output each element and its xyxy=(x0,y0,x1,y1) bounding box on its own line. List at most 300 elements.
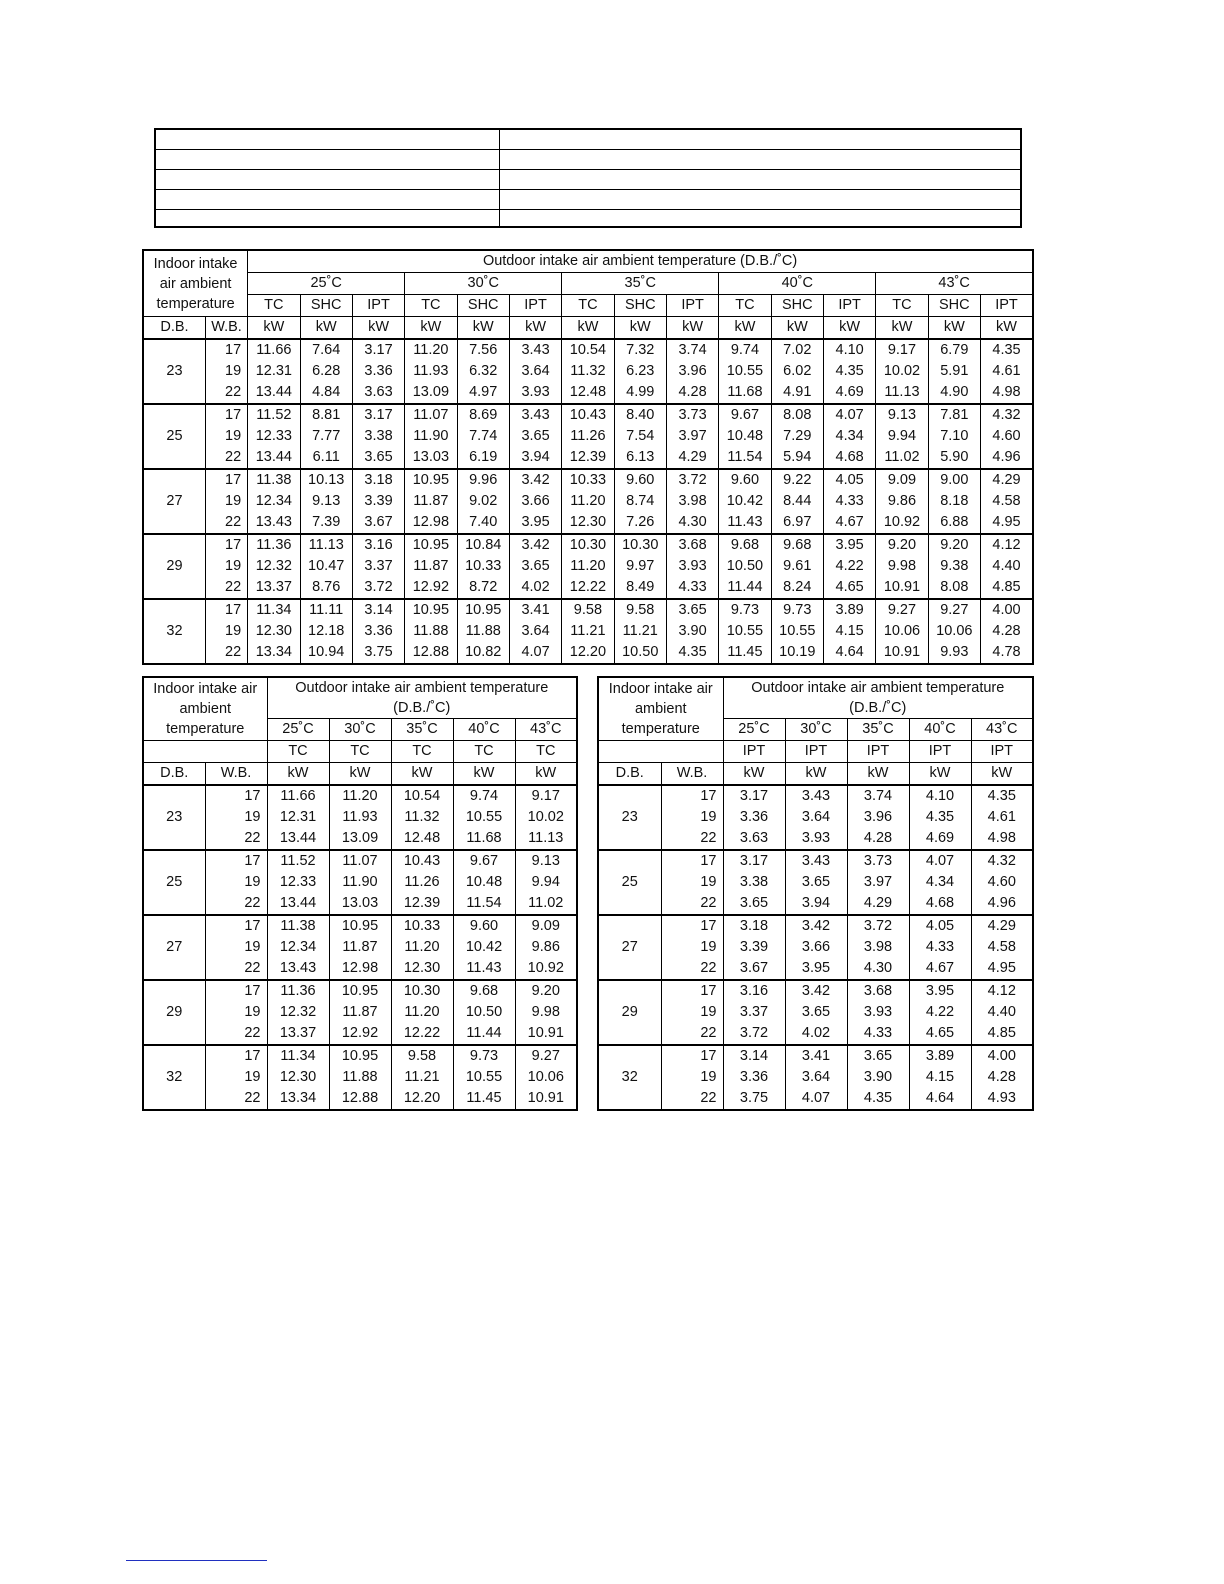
unit-label: kW xyxy=(719,317,771,340)
metric-label-tc: TC xyxy=(267,741,329,763)
data-cell: 3.64 xyxy=(785,1067,847,1088)
outdoor-temp-label: 43˚C xyxy=(971,719,1033,741)
table-row xyxy=(143,1002,577,1023)
data-cell: 11.11 xyxy=(300,599,352,621)
wb-value: 19 xyxy=(205,621,247,642)
data-cell: 4.61 xyxy=(971,807,1033,828)
wb-value: 19 xyxy=(205,426,247,447)
metric-label-shc: SHC xyxy=(928,295,980,317)
data-cell: 3.67 xyxy=(723,958,785,980)
wb-value: 17 xyxy=(661,915,723,937)
data-cell: 13.37 xyxy=(267,1023,329,1045)
info-row-divider xyxy=(156,189,1020,210)
data-cell: 11.34 xyxy=(248,599,300,621)
data-cell: 7.32 xyxy=(614,339,666,361)
table-row xyxy=(143,1088,577,1110)
data-cell: 8.72 xyxy=(457,577,509,599)
data-cell: 4.61 xyxy=(980,361,1033,382)
data-cell: 10.33 xyxy=(391,915,453,937)
outdoor-temp-header: Outdoor intake air ambient temperature (D.B./˚C) xyxy=(248,250,1033,273)
data-cell: 9.94 xyxy=(876,426,928,447)
outdoor-temp-label: 43˚C xyxy=(515,719,577,741)
data-cell: 3.36 xyxy=(723,807,785,828)
data-cell: 11.44 xyxy=(719,577,771,599)
data-cell: 4.33 xyxy=(909,937,971,958)
table-row xyxy=(598,807,1033,828)
data-cell: 10.19 xyxy=(771,642,823,664)
data-cell: 5.94 xyxy=(771,447,823,469)
data-cell: 13.44 xyxy=(267,893,329,915)
data-cell: 3.72 xyxy=(352,577,404,599)
data-cell: 3.90 xyxy=(847,1067,909,1088)
data-cell: 3.64 xyxy=(509,621,561,642)
data-cell: 6.88 xyxy=(928,512,980,534)
data-cell: 4.95 xyxy=(971,958,1033,980)
wb-value: 22 xyxy=(205,828,267,850)
wb-value: 17 xyxy=(205,599,247,621)
data-cell: 11.52 xyxy=(267,850,329,872)
unit-label: kW xyxy=(876,317,928,340)
wb-value: 17 xyxy=(661,850,723,872)
db-header: D.B. xyxy=(143,763,205,786)
unit-label: kW xyxy=(248,317,300,340)
data-cell: 3.17 xyxy=(352,339,404,361)
wb-value: 22 xyxy=(205,642,247,664)
table-row xyxy=(143,599,1033,621)
metric-label-ipt: IPT xyxy=(971,741,1033,763)
table-row xyxy=(598,915,1033,937)
unit-label: kW xyxy=(971,763,1033,786)
data-cell: 3.73 xyxy=(666,404,718,426)
data-cell: 11.52 xyxy=(248,404,300,426)
data-cell: 10.50 xyxy=(719,556,771,577)
cooling-capacity-table xyxy=(142,249,1034,665)
data-cell: 4.93 xyxy=(971,1088,1033,1110)
info-row-divider xyxy=(156,169,1020,190)
data-cell: 9.17 xyxy=(876,339,928,361)
main-table-body xyxy=(143,339,1033,664)
data-cell: 3.14 xyxy=(352,599,404,621)
unit-label: kW xyxy=(352,317,404,340)
data-cell: 10.30 xyxy=(562,534,614,556)
data-cell: 4.28 xyxy=(980,621,1033,642)
data-cell: 4.10 xyxy=(909,785,971,807)
data-cell: 4.68 xyxy=(909,893,971,915)
wb-header: W.B. xyxy=(205,763,267,786)
data-cell: 10.55 xyxy=(719,621,771,642)
metric-label-tc: TC xyxy=(719,295,771,317)
data-cell: 3.96 xyxy=(666,361,718,382)
wb-value: 22 xyxy=(661,958,723,980)
data-cell: 9.60 xyxy=(453,915,515,937)
data-cell: 6.97 xyxy=(771,512,823,534)
data-cell: 7.26 xyxy=(614,512,666,534)
main-table-header xyxy=(143,250,1033,339)
data-cell: 12.48 xyxy=(391,828,453,850)
data-cell: 11.38 xyxy=(248,469,300,491)
table-row xyxy=(598,872,1033,893)
data-cell: 12.31 xyxy=(267,807,329,828)
metric-row xyxy=(143,741,577,763)
data-cell: 10.48 xyxy=(453,872,515,893)
data-cell: 13.37 xyxy=(248,577,300,599)
metric-label-tc: TC xyxy=(515,741,577,763)
data-cell: 3.63 xyxy=(352,382,404,404)
table-row xyxy=(143,642,1033,664)
data-cell: 3.66 xyxy=(509,491,561,512)
data-cell: 7.81 xyxy=(928,404,980,426)
data-cell: 10.54 xyxy=(562,339,614,361)
data-cell: 11.32 xyxy=(562,361,614,382)
data-cell: 11.87 xyxy=(329,1002,391,1023)
data-cell: 4.98 xyxy=(971,828,1033,850)
table-row xyxy=(598,1045,1033,1067)
table-row xyxy=(598,1067,1033,1088)
data-cell: 12.33 xyxy=(267,872,329,893)
table-row xyxy=(143,807,577,828)
unit-label: kW xyxy=(391,763,453,786)
data-cell: 4.22 xyxy=(909,1002,971,1023)
db-value: 23 xyxy=(143,339,205,404)
data-cell: 12.22 xyxy=(562,577,614,599)
db-value: 27 xyxy=(143,469,205,534)
outdoor-temp-label: 40˚C xyxy=(909,719,971,741)
data-cell: 8.81 xyxy=(300,404,352,426)
data-cell: 11.26 xyxy=(391,872,453,893)
data-cell: 10.95 xyxy=(405,599,457,621)
data-cell: 12.18 xyxy=(300,621,352,642)
data-cell: 11.68 xyxy=(719,382,771,404)
data-cell: 4.02 xyxy=(785,1023,847,1045)
data-cell: 11.20 xyxy=(562,491,614,512)
data-cell: 13.34 xyxy=(267,1088,329,1110)
table-row xyxy=(143,447,1033,469)
data-cell: 3.17 xyxy=(723,785,785,807)
outdoor-temp-label: 35˚C xyxy=(391,719,453,741)
indoor-temp-header: Indoor intake air ambient temperature xyxy=(143,677,267,741)
wb-value: 17 xyxy=(205,850,267,872)
data-cell: 4.28 xyxy=(666,382,718,404)
data-cell: 7.77 xyxy=(300,426,352,447)
table-row xyxy=(143,426,1033,447)
data-cell: 10.82 xyxy=(457,642,509,664)
data-cell: 9.02 xyxy=(457,491,509,512)
data-cell: 4.12 xyxy=(980,534,1033,556)
data-cell: 10.92 xyxy=(876,512,928,534)
data-cell: 8.24 xyxy=(771,577,823,599)
data-cell: 7.40 xyxy=(457,512,509,534)
metric-label-ipt: IPT xyxy=(823,295,875,317)
data-cell: 10.84 xyxy=(457,534,509,556)
data-cell: 8.69 xyxy=(457,404,509,426)
data-cell: 3.95 xyxy=(823,534,875,556)
data-cell: 12.22 xyxy=(391,1023,453,1045)
data-cell: 9.86 xyxy=(876,491,928,512)
data-cell: 11.13 xyxy=(515,828,577,850)
data-cell: 10.47 xyxy=(300,556,352,577)
table-row xyxy=(143,937,577,958)
data-cell: 3.41 xyxy=(785,1045,847,1067)
data-cell: 4.96 xyxy=(971,893,1033,915)
data-cell: 7.10 xyxy=(928,426,980,447)
metric-label-tc: TC xyxy=(248,295,300,317)
data-cell: 9.27 xyxy=(928,599,980,621)
data-cell: 7.02 xyxy=(771,339,823,361)
table-row xyxy=(143,534,1033,556)
data-cell: 3.43 xyxy=(509,404,561,426)
data-cell: 3.73 xyxy=(847,850,909,872)
data-cell: 3.16 xyxy=(352,534,404,556)
data-cell: 3.72 xyxy=(723,1023,785,1045)
data-cell: 13.43 xyxy=(248,512,300,534)
unit-label: kW xyxy=(515,763,577,786)
data-cell: 3.64 xyxy=(509,361,561,382)
data-cell: 11.90 xyxy=(405,426,457,447)
data-cell: 3.64 xyxy=(785,807,847,828)
data-cell: 3.96 xyxy=(847,807,909,828)
data-cell: 4.34 xyxy=(823,426,875,447)
unit-label: kW xyxy=(928,317,980,340)
data-cell: 4.32 xyxy=(980,404,1033,426)
unit-label: kW xyxy=(771,317,823,340)
unit-label: kW xyxy=(980,317,1033,340)
metric-row xyxy=(143,295,1033,317)
data-cell: 12.32 xyxy=(248,556,300,577)
data-cell: 11.45 xyxy=(719,642,771,664)
data-cell: 3.98 xyxy=(666,491,718,512)
data-cell: 7.74 xyxy=(457,426,509,447)
wb-value: 22 xyxy=(661,893,723,915)
wb-value: 19 xyxy=(661,1067,723,1088)
wb-value: 22 xyxy=(205,512,247,534)
outdoor-temp-row xyxy=(143,273,1033,295)
data-cell: 10.06 xyxy=(515,1067,577,1088)
metric-row xyxy=(598,741,1033,763)
data-cell: 4.69 xyxy=(909,828,971,850)
data-cell: 10.42 xyxy=(719,491,771,512)
data-cell: 9.67 xyxy=(453,850,515,872)
data-cell: 11.87 xyxy=(405,491,457,512)
db-value: 23 xyxy=(143,785,205,850)
data-cell: 4.00 xyxy=(971,1045,1033,1067)
data-cell: 3.36 xyxy=(723,1067,785,1088)
data-cell: 9.98 xyxy=(515,1002,577,1023)
tc-table-body xyxy=(143,785,577,1110)
data-cell: 9.74 xyxy=(453,785,515,807)
data-cell: 13.34 xyxy=(248,642,300,664)
data-cell: 3.68 xyxy=(847,980,909,1002)
db-value: 25 xyxy=(143,850,205,915)
data-cell: 10.54 xyxy=(391,785,453,807)
outdoor-temp-header: Outdoor intake air ambient temperature xyxy=(267,677,577,698)
db-header: D.B. xyxy=(598,763,661,786)
spec-info-box xyxy=(154,128,1022,228)
unit-label: kW xyxy=(785,763,847,786)
data-cell: 9.17 xyxy=(515,785,577,807)
data-cell: 11.07 xyxy=(329,850,391,872)
db-value: 29 xyxy=(598,980,661,1045)
metric-label-tc: TC xyxy=(391,741,453,763)
db-value: 32 xyxy=(598,1045,661,1110)
metric-label-ipt: IPT xyxy=(909,741,971,763)
data-cell: 4.34 xyxy=(909,872,971,893)
table-row xyxy=(143,1067,577,1088)
data-cell: 12.30 xyxy=(562,512,614,534)
wb-value: 19 xyxy=(661,872,723,893)
data-cell: 4.85 xyxy=(971,1023,1033,1045)
data-cell: 11.68 xyxy=(453,828,515,850)
data-cell: 9.74 xyxy=(719,339,771,361)
data-cell: 9.27 xyxy=(876,599,928,621)
data-cell: 3.18 xyxy=(352,469,404,491)
unit-label: kW xyxy=(562,317,614,340)
data-cell: 4.96 xyxy=(980,447,1033,469)
unit-label: kW xyxy=(909,763,971,786)
data-cell: 6.32 xyxy=(457,361,509,382)
outdoor-temp-label: 43˚C xyxy=(876,273,1033,295)
table-row xyxy=(143,872,577,893)
table-row xyxy=(143,893,577,915)
total-capacity-table xyxy=(142,676,578,1111)
table-row xyxy=(598,1002,1033,1023)
table-row xyxy=(598,785,1033,807)
db-value: 29 xyxy=(143,534,205,599)
data-cell: 11.93 xyxy=(329,807,391,828)
data-cell: 4.29 xyxy=(847,893,909,915)
table-row xyxy=(143,828,577,850)
data-cell: 12.20 xyxy=(391,1088,453,1110)
unit-label: kW xyxy=(847,763,909,786)
data-cell: 4.67 xyxy=(823,512,875,534)
data-cell: 11.88 xyxy=(457,621,509,642)
data-cell: 4.29 xyxy=(666,447,718,469)
unit-label: kW xyxy=(453,763,515,786)
table-row xyxy=(598,958,1033,980)
data-cell: 6.79 xyxy=(928,339,980,361)
data-cell: 3.97 xyxy=(666,426,718,447)
data-cell: 12.33 xyxy=(248,426,300,447)
data-cell: 3.65 xyxy=(666,599,718,621)
data-cell: 11.13 xyxy=(876,382,928,404)
outdoor-temp-label: 25˚C xyxy=(267,719,329,741)
data-cell: 11.43 xyxy=(719,512,771,534)
wb-value: 17 xyxy=(205,469,247,491)
unit-label: kW xyxy=(457,317,509,340)
wb-value: 22 xyxy=(205,382,247,404)
data-cell: 3.67 xyxy=(352,512,404,534)
data-cell: 8.76 xyxy=(300,577,352,599)
data-cell: 3.75 xyxy=(723,1088,785,1110)
outdoor-temp-label: 25˚C xyxy=(248,273,405,295)
data-cell: 10.55 xyxy=(453,807,515,828)
data-cell: 3.38 xyxy=(352,426,404,447)
data-cell: 10.33 xyxy=(562,469,614,491)
data-cell: 8.18 xyxy=(928,491,980,512)
data-cell: 4.64 xyxy=(909,1088,971,1110)
outdoor-temp-label: 30˚C xyxy=(405,273,562,295)
data-cell: 3.74 xyxy=(847,785,909,807)
data-cell: 3.97 xyxy=(847,872,909,893)
unit-label: kW xyxy=(329,763,391,786)
data-cell: 3.18 xyxy=(723,915,785,937)
data-cell: 7.54 xyxy=(614,426,666,447)
data-cell: 3.63 xyxy=(723,828,785,850)
data-cell: 9.58 xyxy=(614,599,666,621)
data-cell: 12.30 xyxy=(391,958,453,980)
metric-label-tc: TC xyxy=(329,741,391,763)
data-cell: 4.91 xyxy=(771,382,823,404)
indoor-temp-header: Indoor intake air ambient temperature xyxy=(143,250,248,317)
table-row xyxy=(143,1045,577,1067)
data-cell: 11.20 xyxy=(329,785,391,807)
data-cell: 3.65 xyxy=(785,1002,847,1023)
data-cell: 4.02 xyxy=(509,577,561,599)
data-cell: 11.45 xyxy=(453,1088,515,1110)
data-cell: 9.13 xyxy=(300,491,352,512)
data-cell: 11.93 xyxy=(405,361,457,382)
data-cell: 9.73 xyxy=(719,599,771,621)
data-cell: 9.68 xyxy=(771,534,823,556)
data-cell: 11.43 xyxy=(453,958,515,980)
data-cell: 3.98 xyxy=(847,937,909,958)
data-cell: 4.97 xyxy=(457,382,509,404)
wb-value: 19 xyxy=(205,491,247,512)
data-cell: 3.90 xyxy=(666,621,718,642)
outdoor-temp-label: 35˚C xyxy=(562,273,719,295)
data-cell: 4.35 xyxy=(823,361,875,382)
data-cell: 3.36 xyxy=(352,361,404,382)
wb-header: W.B. xyxy=(661,763,723,786)
table-row xyxy=(143,491,1033,512)
data-cell: 11.88 xyxy=(329,1067,391,1088)
wb-value: 17 xyxy=(205,785,267,807)
wb-value: 22 xyxy=(205,1023,267,1045)
wb-value: 22 xyxy=(661,1023,723,1045)
data-cell: 4.35 xyxy=(666,642,718,664)
db-value: 23 xyxy=(598,785,661,850)
db-header: D.B. xyxy=(143,317,205,340)
data-cell: 3.43 xyxy=(785,785,847,807)
wb-value: 19 xyxy=(205,1067,267,1088)
wb-value: 17 xyxy=(205,980,267,1002)
unit-row xyxy=(143,763,577,786)
data-cell: 3.17 xyxy=(352,404,404,426)
data-cell: 6.28 xyxy=(300,361,352,382)
table-row xyxy=(143,850,577,872)
data-cell: 3.93 xyxy=(847,1002,909,1023)
data-cell: 3.16 xyxy=(723,980,785,1002)
data-cell: 12.34 xyxy=(267,937,329,958)
data-cell: 12.92 xyxy=(329,1023,391,1045)
data-cell: 11.87 xyxy=(405,556,457,577)
data-cell: 4.29 xyxy=(980,469,1033,491)
wb-value: 19 xyxy=(205,937,267,958)
wb-value: 17 xyxy=(205,1045,267,1067)
data-cell: 4.60 xyxy=(980,426,1033,447)
metric-label-ipt: IPT xyxy=(723,741,785,763)
db-value: 27 xyxy=(598,915,661,980)
data-cell: 4.99 xyxy=(614,382,666,404)
metric-label-ipt: IPT xyxy=(352,295,404,317)
data-cell: 10.48 xyxy=(719,426,771,447)
data-cell: 10.95 xyxy=(329,980,391,1002)
data-cell: 4.30 xyxy=(847,958,909,980)
wb-value: 22 xyxy=(205,447,247,469)
data-cell: 9.97 xyxy=(614,556,666,577)
data-cell: 4.90 xyxy=(928,382,980,404)
table-row xyxy=(598,893,1033,915)
wb-value: 19 xyxy=(661,1002,723,1023)
